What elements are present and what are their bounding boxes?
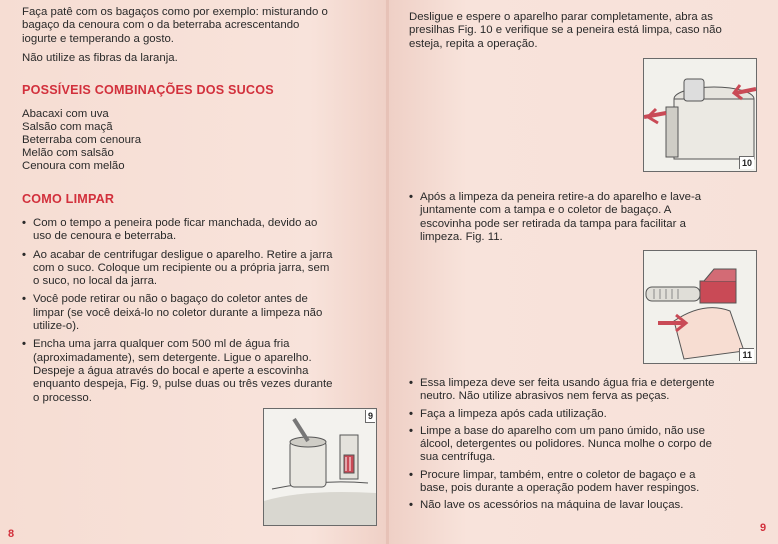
left-page <box>0 0 388 544</box>
list-item <box>409 425 769 465</box>
page-number: 8 <box>8 528 15 540</box>
brush-removal-illustration <box>644 251 756 363</box>
list-item <box>409 499 769 512</box>
list-item <box>409 377 769 404</box>
intro-line: presilhas Fig. 10 e verifique se a peneira está limpa, caso não <box>409 24 722 37</box>
combos-heading: POSSÍVEIS COMBINAÇÕES DOS SUCOS <box>22 83 274 97</box>
bullet-line: Despeje a água através do bocal e aperte a escovinha <box>33 364 309 377</box>
combo-item: Salsão com maçã <box>22 120 113 133</box>
bullet-line: utilize-o). <box>33 320 80 333</box>
clamp-release-illustration <box>644 59 756 171</box>
clean-bullets <box>22 217 377 405</box>
intro-line: bagaço da cenoura com o da beterraba acrescentando <box>22 19 300 32</box>
list-item <box>409 191 739 244</box>
intro-line: esteja, repita a operação. <box>409 37 538 50</box>
right-page <box>389 0 778 544</box>
list-item <box>409 469 769 496</box>
bullet-line: • Limpe a base do aparelho com um pano úmido, não use <box>420 424 705 437</box>
bullet-line: • Não lave os acessórios na máquina de lavar louças. <box>420 499 684 512</box>
bullet-line: • Você pode retirar ou não o bagaço do coletor antes de <box>33 293 308 306</box>
bullet-line: base, pois durante a operação podem haver respingos. <box>420 482 700 495</box>
bullet-line: o suco, no local da jarra. <box>33 275 158 288</box>
figure-10 <box>643 58 757 172</box>
bullet-line: enquanto despeja, Fig. 9, pulse duas ou três vezes durante <box>33 378 333 391</box>
bullet-line: álcool, detergentes ou polidores. Nunca molhe o corpo de <box>420 438 712 451</box>
bullet-line: • Essa limpeza deve ser feita usando água fria e detergente <box>420 377 715 389</box>
bullet-line: • Encha uma jarra qualquer com 500 ml de água fria <box>33 338 290 351</box>
list-item <box>22 338 377 404</box>
bullet-line: escovinha pode ser retirada da tampa para facilitar a <box>420 217 686 230</box>
no-orange-text: Não utilize as fibras da laranja. <box>22 52 178 64</box>
no-orange-note <box>22 52 178 65</box>
bullet-line: sua centrífuga. <box>420 451 496 464</box>
intro-line: Desligue e espere o aparelho parar completamente, abra as <box>409 11 713 23</box>
bullet-line: juntamente com a tampa e o coletor de bagaço. A <box>420 204 672 217</box>
figure-9 <box>263 408 377 526</box>
intro-line: iogurte e temperando a gosto. <box>22 32 174 45</box>
intro-line: Faça patê com os bagaços como por exemplo: misturando o <box>22 6 328 18</box>
bullet-line: • Procure limpar, também, entre o coletor de bagaço e a <box>420 468 696 481</box>
bullet-line: • Ao acabar de centrifugar desligue o aparelho. Retire a jarra <box>33 248 333 261</box>
combo-item: Melão com salsão <box>22 146 114 159</box>
care-bullets <box>409 377 769 513</box>
intro-paragraph <box>409 11 769 51</box>
juicer-pouring-illustration <box>264 409 376 525</box>
bullet-line: • Com o tempo a peneira pode ficar manchada, devido ao <box>33 217 318 229</box>
figure-number: 10 <box>739 156 754 169</box>
list-item <box>409 408 769 421</box>
list-item <box>22 217 377 244</box>
bullet-line: (aproximadamente), sem detergente. Ligue o aparelho. <box>33 351 312 364</box>
clean-heading: COMO LIMPAR <box>22 192 115 206</box>
figure-number: 11 <box>739 348 754 361</box>
list-item <box>22 293 377 333</box>
combo-item: Beterraba com cenoura <box>22 133 142 146</box>
bullet-line: limpeza. Fig. 11. <box>420 230 503 243</box>
combos-list <box>22 108 141 173</box>
page-number: 9 <box>760 522 767 534</box>
figure-11 <box>643 250 757 364</box>
bullet-line: • Após a limpeza da peneira retire-a do aparelho e lave-a <box>420 191 702 203</box>
bullet-line: uso de cenoura e beterraba. <box>33 230 177 243</box>
sieve-bullet <box>409 191 739 244</box>
combo-item: Abacaxi com uva <box>22 108 109 120</box>
bullet-line: limpar (se você deixá-lo no coletor durante a limpeza não <box>33 306 323 319</box>
bullet-line: neutro. Não utilize abrasivos nem ferva as peças. <box>420 390 670 403</box>
bullet-line: • Faça a limpeza após cada utilização. <box>420 407 607 420</box>
combo-item: Cenoura com melão <box>22 159 125 172</box>
figure-number: 9 <box>365 410 375 423</box>
list-item <box>22 249 377 289</box>
bullet-line: o processo. <box>33 391 92 404</box>
intro-paragraph <box>22 6 372 46</box>
bullet-line: com o suco. Coloque um recipiente ou a própria jarra, sem <box>33 261 330 274</box>
